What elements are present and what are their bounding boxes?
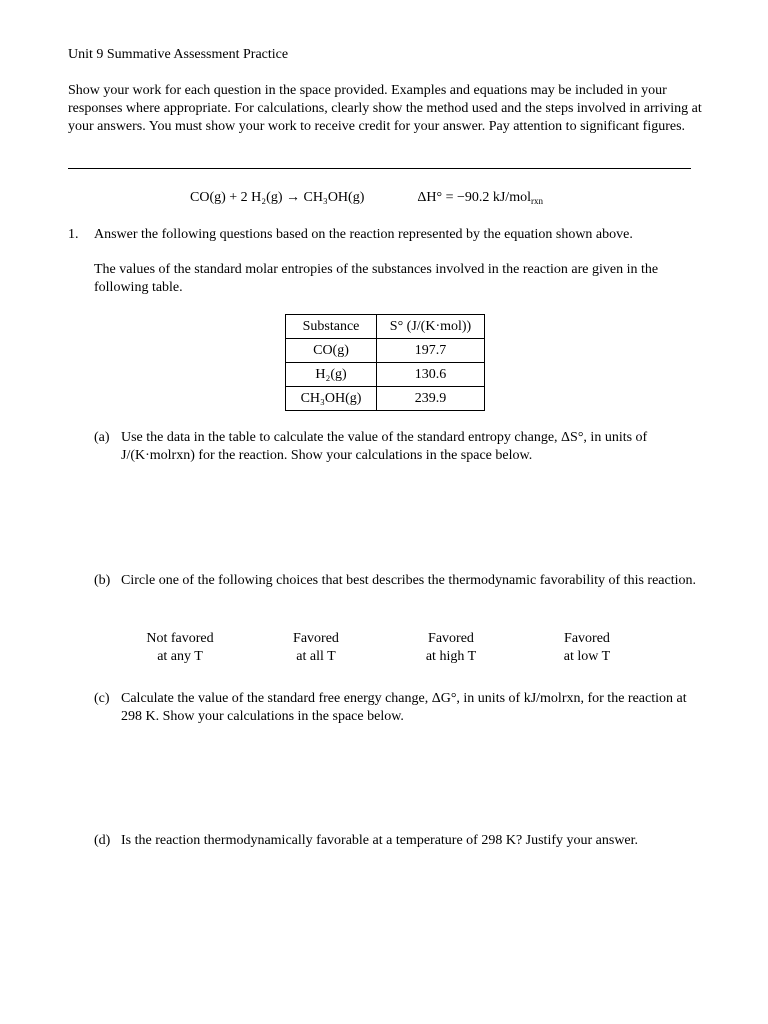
instructions-paragraph: Show your work for each question in the space provided. Examples and equations may be included in your responses where appropriate. For calculations, clearly show the method used and the steps involved in arriving at your answers. You must show your work to receive credit for your answer. Pay attention to significant figures. [68,83,702,134]
part-c-label: (c) [94,691,110,706]
question-intro: The values of the standard molar entropies of the substances involved in the reaction are given in the following table. [94,262,659,295]
part-b-text: Circle one of the following choices that best describes the thermodynamic favorability of this reaction. [121,573,696,588]
part-a-text: Use the data in the table to calculate the value of the standard entropy change, ΔS°, in units of J/(K·molrxn) for the reaction. Show your calculations in the space below. [121,430,648,463]
choice-line2: at any T [157,649,203,664]
table-row [286,363,485,387]
document-title: Unit 9 Summative Assessment Practice [68,47,289,62]
part-d-text: Is the reaction thermodynamically favorable at a temperature of 298 K? Justify your answer. [121,833,639,848]
choice-line2: at high T [425,649,477,664]
choice-favored-low-t[interactable] [527,630,647,666]
table-row [286,387,485,411]
divider-line [68,168,691,169]
equation-products: CH₃OH(g) [303,190,365,205]
table-cell-substance: CH₃OH(g) [286,387,377,411]
table-cell-entropy: 239.9 [377,387,485,411]
table-header-entropy: S° (J/(K·mol)) [377,315,485,339]
choice-line1: Favored [428,631,474,646]
equation-enthalpy-subscript: rxn [530,196,543,206]
part-d-label: (d) [94,833,111,848]
choice-line2: at all T [296,649,336,664]
choice-line1: Favored [293,631,339,646]
table-cell-entropy: 197.7 [377,339,485,363]
table-row [286,339,485,363]
choice-line2: at low T [563,649,611,664]
table-header-substance: Substance [286,315,377,339]
entropy-table [285,314,485,411]
equation-enthalpy: ΔH° = −90.2 kJ/mol [417,190,531,205]
table-header-row [286,315,485,339]
choice-favored-all-t[interactable] [256,630,376,666]
choice-line1: Not favored [146,631,214,646]
reaction-equation [190,189,543,210]
choice-line1: Favored [564,631,610,646]
equation-arrow: → [285,190,300,205]
equation-reactants: CO(g) + 2 H₂(g) [190,190,283,205]
question-text: Answer the following questions based on the reaction represented by the equation shown above. [94,227,633,242]
part-c-text: Calculate the value of the standard free energy change, ΔG°, in units of kJ/molrxn, for the reaction at 298 K. Show your calculations in the space below. [121,691,687,724]
part-b-label: (b) [94,573,111,588]
choice-not-favored[interactable] [120,630,240,666]
choice-favored-high-t[interactable] [391,630,511,666]
table-cell-substance: CO(g) [286,339,377,363]
part-a-label: (a) [94,430,110,445]
table-cell-entropy: 130.6 [377,363,485,387]
table-cell-substance: H₂(g) [286,363,377,387]
question-number: 1. [68,227,79,242]
